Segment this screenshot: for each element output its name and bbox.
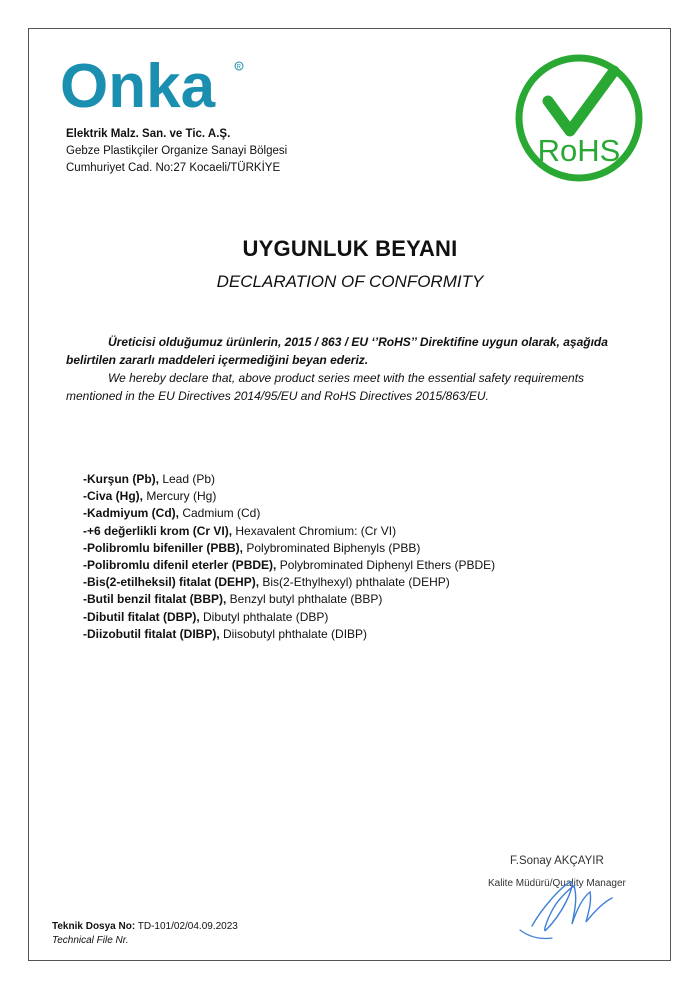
svg-text:RoHS: RoHS [537,133,621,168]
substance-item: -Kurşun (Pb), Lead (Pb) [83,472,216,486]
substance-item: -Kadmiyum (Cd), Cadmium (Cd) [83,506,261,521]
company-name: Elektrik Malz. San. ve Tic. A.Ş. [66,128,231,140]
company-address-line2: Cumhuriyet Cad. No:27 Kocaeli/TÜRKİYE [66,162,281,174]
substance-item: -Civa (Hg), Mercury (Hg) [83,489,217,504]
svg-text:R: R [236,64,241,71]
company-info [66,126,287,177]
onka-logo [58,52,248,122]
substance-item: -Butil benzil fitalat (BBP), Benzyl butyl phthalate (BBP) [83,592,383,607]
declaration-title: UYGUNLUK BEYANI [242,236,458,261]
rohs-badge-icon [514,53,644,183]
svg-text:Onka: Onka [60,52,216,121]
signatory-name: F.Sonay AKÇAYIR [510,855,604,867]
signature-image [512,868,632,948]
substance-item: -Dibutil fitalat (DBP), Dibutyl phthalate (DBP) [83,609,329,624]
signatory-title: Kalite Müdürü/Quality Manager [488,878,626,889]
declaration-subtitle: DECLARATION OF CONFORMITY [216,272,484,291]
statement-english: We hereby declare that, above product series meet with the essential safety requirements mentioned in the EU Directives 2014/95/EU and RoHS Directives 2015/863/EU. [66,371,585,403]
substance-item: -Bis(2-etilheksil) fitalat (DEHP), Bis(2-Ethylhexyl) phthalate (DEHP) [83,575,450,590]
substance-item: -Polibromlu bifeniller (PBB), Polybrominated Biphenyls (PBB) [83,540,421,555]
company-address-line1: Gebze Plastikçiler Organize Sanayi Bölgesi [66,145,288,157]
substance-list [83,471,495,643]
substance-item: -Diizobutil fitalat (DIBP), Diisobutyl phthalate (DIBP) [83,626,368,641]
technical-file-number: Teknik Dosya No: TD-101/02/04.09.2023 Technical File Nr. [52,921,238,946]
substance-item: -Polibromlu difenil eterler (PBDE), Polybrominated Diphenyl Ethers (PBDE) [83,558,496,573]
statement-turkish: Üreticisi olduğumuz ürünlerin, 2015 / 863 / EU ‘’RoHS’’ Direktifine uygun olarak, aşağıda belirtilen zararlı maddeleri içermediğini beyan ederiz. [66,335,608,367]
substance-item: -+6 değerlikli krom (Cr VI), Hexavalent Chromium: (Cr VI) [83,523,397,538]
